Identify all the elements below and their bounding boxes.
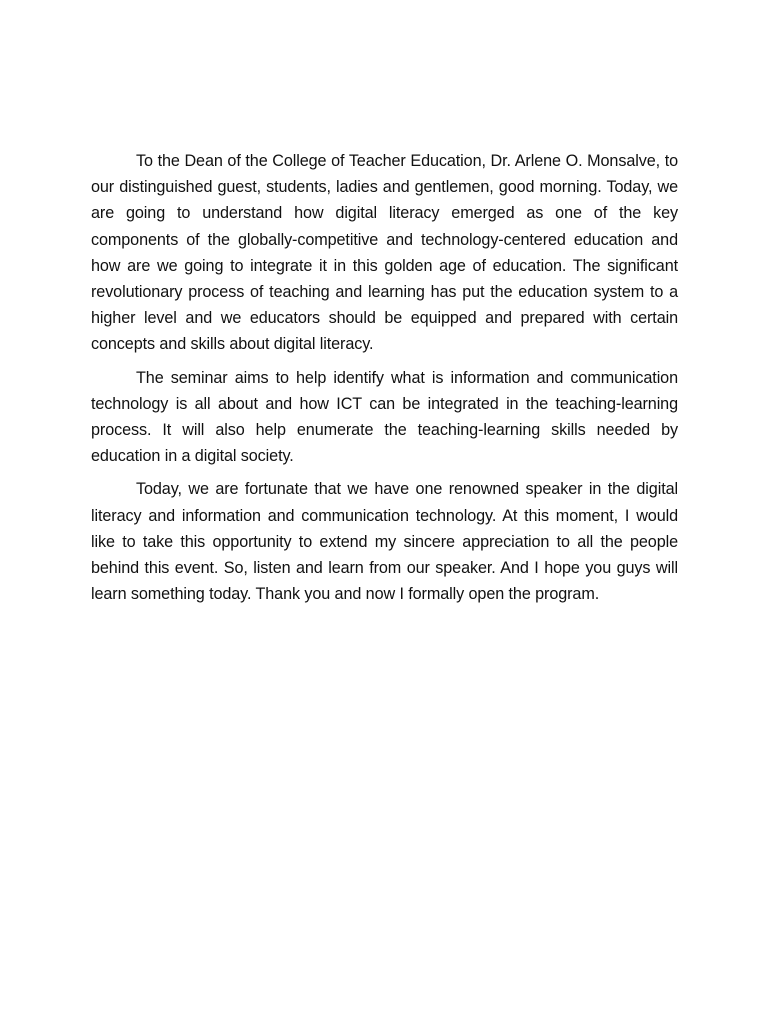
document-body [91, 148, 678, 614]
seminar-aims-paragraph: The seminar aims to help identify what is information and communication technology is all about and how ICT can be integrated in the teaching-learning process. It will also help enumerate the teaching-learning skills needed by education in a digital society. [91, 368, 678, 466]
opening-paragraph: To the Dean of the College of Teacher Education, Dr. Arlene O. Monsalve, to our distinguished guest, students, ladies and gentlemen, good morning. Today, we are going to understand how digital literacy emerged as one of the key components of the globally-competitive and technology-centered education and how are we going to integrate it in this golden age of education. The significant revolutionary process of teaching and learning has put the education system to a higher level and we educators should be equipped and prepared with certain concepts and skills about digital literacy. [91, 152, 678, 354]
closing-paragraph: Today, we are fortunate that we have one renowned speaker in the digital literacy and information and communication technology. At this moment, I would like to take this opportunity to extend my sincere appreciation to all the people behind this event. So, listen and learn from our speaker. And I hope you guys will learn something today. Thank you and now I formally open the program. [91, 480, 678, 604]
